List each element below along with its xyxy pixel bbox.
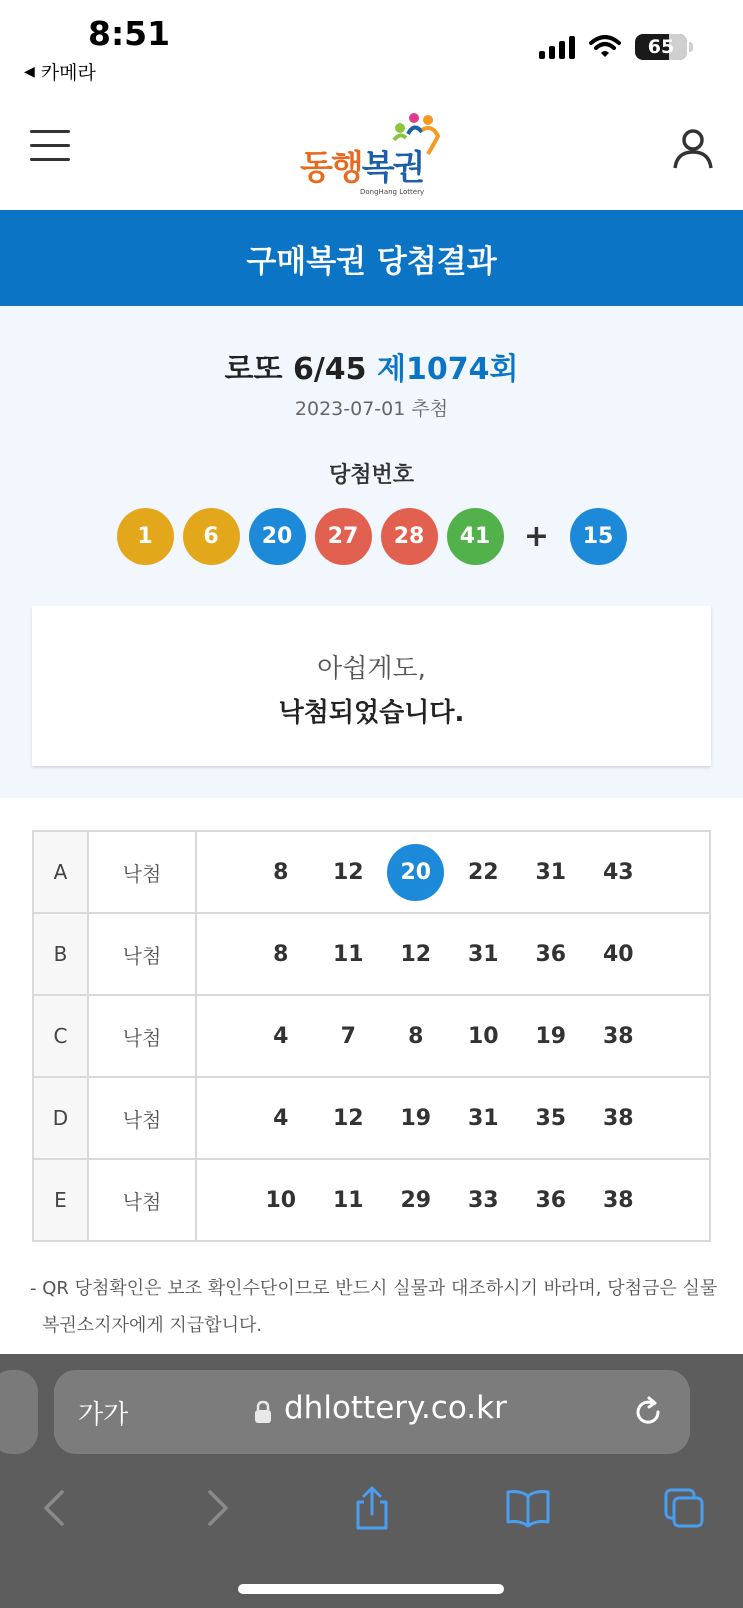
page-title: 구매복권 당첨결과 <box>0 210 743 306</box>
site-header <box>0 92 743 210</box>
draw-date: 2023-07-01 추첨 <box>294 398 449 420</box>
share-icon[interactable] <box>350 1486 394 1530</box>
back-arrow-icon[interactable] <box>34 1486 78 1530</box>
logo-subtitle: DongHang Lottery <box>360 188 425 196</box>
table-row <box>33 995 710 1077</box>
ticket-number: 31 <box>467 941 499 967</box>
winning-ball: 20 <box>249 508 306 565</box>
ticket-number: 38 <box>602 1187 634 1213</box>
ticket-number: 7 <box>340 1023 356 1049</box>
status-icons <box>539 34 693 60</box>
row-letter: B <box>33 913 88 995</box>
ticket-number: 22 <box>467 859 499 885</box>
ticket-number: 12 <box>332 1105 364 1131</box>
table-row <box>33 1077 710 1159</box>
browser-toolbar <box>0 1476 743 1536</box>
row-letter: A <box>33 831 88 913</box>
ticket-number: 8 <box>273 941 289 967</box>
ticket-number: 31 <box>535 859 567 885</box>
row-status: 낙첨 <box>88 1077 196 1159</box>
ticket-number: 36 <box>535 1187 567 1213</box>
winning-ball: 1 <box>117 508 174 565</box>
donghang-lottery-logo[interactable] <box>300 110 450 196</box>
draw-summary <box>0 306 743 798</box>
draw-round: 제1074회 <box>376 352 519 387</box>
user-account-icon[interactable] <box>671 126 715 170</box>
row-status: 낙첨 <box>88 1159 196 1241</box>
ticket-number: 10 <box>265 1187 297 1213</box>
bonus-plus-sign: + <box>523 519 550 554</box>
ticket-number: 8 <box>273 859 289 885</box>
ticket-number: 19 <box>400 1105 432 1131</box>
ticket-number: 4 <box>273 1105 289 1131</box>
draw-title <box>0 344 743 388</box>
ticket-number: 38 <box>602 1105 634 1131</box>
hamburger-menu-icon[interactable] <box>30 130 70 164</box>
lock-icon <box>254 1400 272 1424</box>
address-bar[interactable] <box>54 1370 690 1454</box>
winning-numbers <box>0 508 743 565</box>
ticket-number: 31 <box>467 1105 499 1131</box>
winning-ball: 27 <box>315 508 372 565</box>
ticket-number: 36 <box>535 941 567 967</box>
battery-level: 65 <box>647 36 675 58</box>
result-message-card <box>32 606 711 766</box>
result-message-line1: 아쉽게도, <box>317 654 426 684</box>
result-message-line2: 낙첨되었습니다. <box>278 698 465 728</box>
home-indicator <box>238 1584 504 1594</box>
ticket-number: 29 <box>400 1187 432 1213</box>
bookmarks-icon[interactable] <box>506 1486 550 1530</box>
qr-notice: - QR 당첨확인은 보조 확인수단이므로 반드시 실물과 대조하시기 바라며, 당첨금은 실물 복권소지자에게 지급합니다. <box>30 1278 718 1336</box>
row-letter: D <box>33 1077 88 1159</box>
previous-tab-edge[interactable] <box>0 1370 38 1454</box>
winning-numbers-label: 당첨번호 <box>328 463 414 488</box>
row-status: 낙첨 <box>88 831 196 913</box>
text-size-button[interactable]: 가가 <box>78 1400 129 1430</box>
ticket-number: 11 <box>332 941 364 967</box>
ticket-number: 4 <box>273 1023 289 1049</box>
ticket-number: 40 <box>602 941 634 967</box>
status-time: 8:51 <box>88 14 171 53</box>
winning-ball: 6 <box>183 508 240 565</box>
ticket-number: 33 <box>467 1187 499 1213</box>
cellular-signal-icon <box>539 35 575 59</box>
back-to-app-link[interactable] <box>24 58 96 85</box>
row-status: 낙첨 <box>88 995 196 1077</box>
back-triangle-icon: ◀ <box>24 63 35 80</box>
row-status: 낙첨 <box>88 913 196 995</box>
ticket-number: 11 <box>332 1187 364 1213</box>
url-text[interactable]: dhlottery.co.kr <box>284 1390 507 1426</box>
table-row <box>33 913 710 995</box>
winning-ball: 28 <box>381 508 438 565</box>
table-row <box>33 831 710 913</box>
ticket-results-table <box>32 830 711 1242</box>
battery-icon <box>635 34 687 60</box>
reload-icon[interactable] <box>630 1394 666 1430</box>
table-row <box>33 1159 710 1241</box>
status-bar <box>0 0 743 92</box>
logo-wordmark: 동행복권 <box>300 148 424 188</box>
ticket-number: 43 <box>602 859 634 885</box>
ticket-number: 19 <box>535 1023 567 1049</box>
browser-chrome <box>0 1354 743 1608</box>
winning-ball: 41 <box>447 508 504 565</box>
tabs-icon[interactable] <box>662 1486 706 1530</box>
ticket-number: 35 <box>535 1105 567 1131</box>
ticket-number: 8 <box>408 1023 424 1049</box>
matched-number: 20 <box>382 843 450 901</box>
row-letter: E <box>33 1159 88 1241</box>
row-letter: C <box>33 995 88 1077</box>
game-name: 로또 6/45 <box>224 352 367 387</box>
back-app-label: 카메라 <box>40 62 96 84</box>
forward-arrow-icon[interactable] <box>194 1486 238 1530</box>
ticket-number: 12 <box>400 941 432 967</box>
bonus-ball: 15 <box>570 508 627 565</box>
ticket-number: 12 <box>332 859 364 885</box>
wifi-icon <box>589 35 621 59</box>
ticket-number: 38 <box>602 1023 634 1049</box>
ticket-number: 10 <box>467 1023 499 1049</box>
